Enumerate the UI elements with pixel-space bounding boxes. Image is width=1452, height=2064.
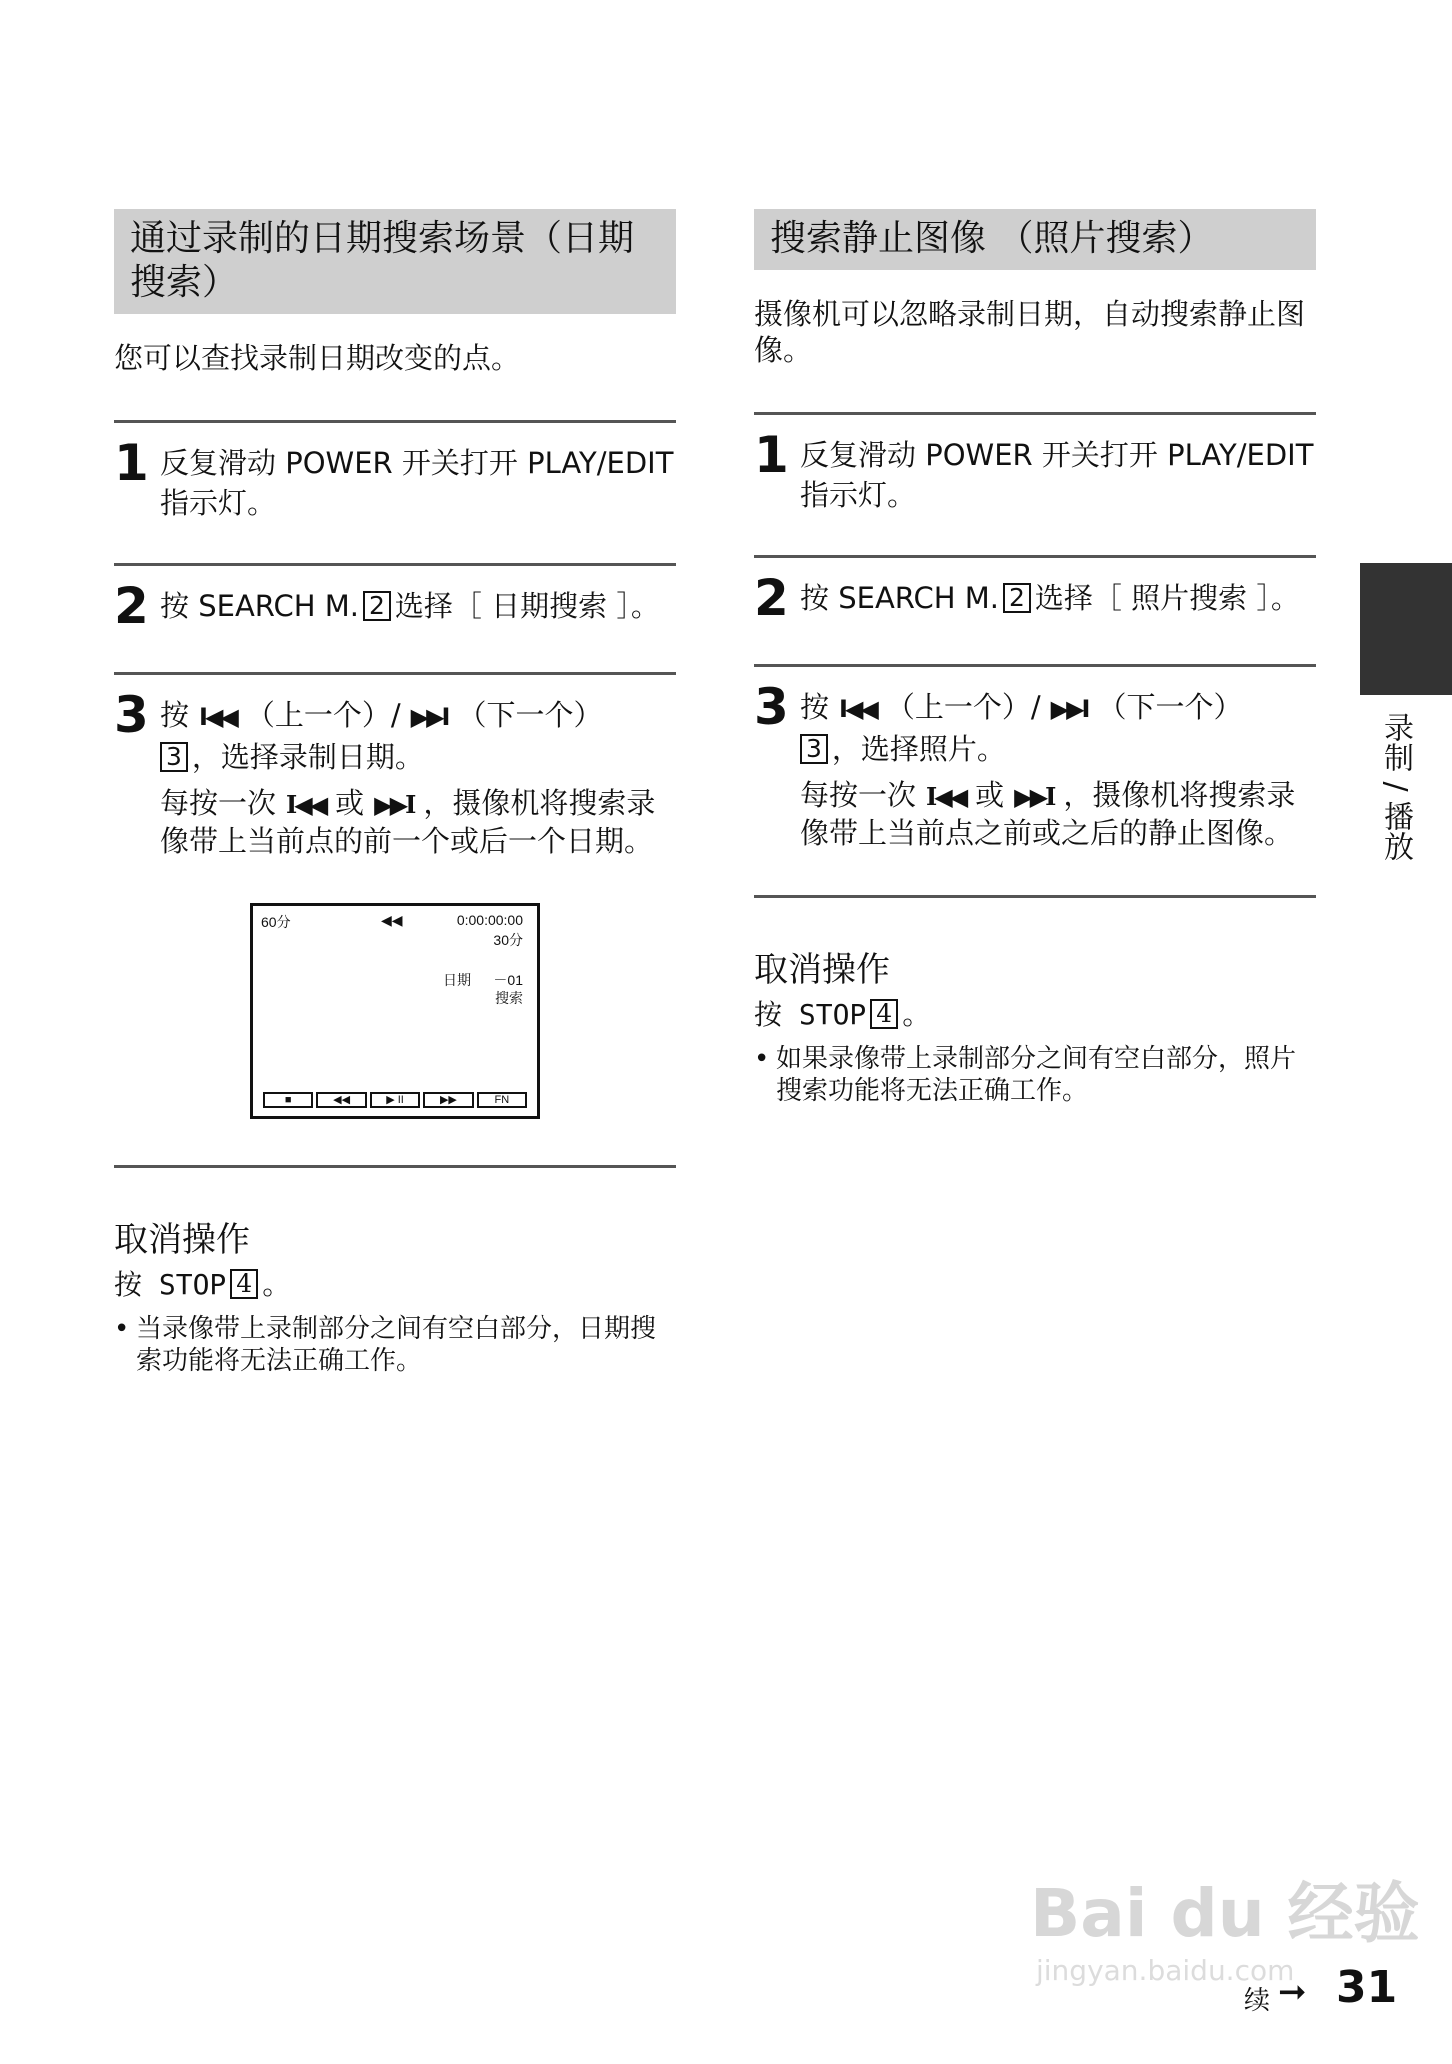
step-2 — [754, 569, 1316, 627]
step-number: 2 — [114, 577, 149, 635]
date-value: －01 — [493, 972, 523, 988]
divider — [114, 1165, 676, 1168]
divider — [754, 555, 1316, 558]
detail-text: 每按一次 — [160, 786, 277, 820]
note-text: 如果录像带上录制部分之间有空白部分，照片搜索功能将无法正确工作。 — [776, 1044, 1297, 1106]
cancel-text: 按 STOP — [114, 1268, 227, 1301]
detail-text: 每按一次 — [800, 778, 917, 812]
search-label: 搜索 — [495, 990, 523, 1006]
cancel-title: 取消操作 — [114, 1220, 250, 1260]
cancel-instruction — [754, 996, 1316, 1033]
cancel-text: 。 — [262, 1267, 292, 1301]
step-instruction — [160, 580, 676, 626]
step-text: 按 SEARCH M. — [800, 581, 1000, 615]
cancel-text: 。 — [902, 997, 932, 1031]
lcd-screen-illustration — [250, 903, 540, 1119]
watermark-url: jingyan.baidu.com — [1036, 1954, 1295, 1987]
previous-icon: I◀◀ — [199, 703, 236, 731]
bullet-icon: • — [754, 1044, 770, 1074]
step-number: 3 — [114, 686, 149, 744]
fast-forward-button: ▶▶ — [423, 1092, 473, 1108]
cancel-title: 取消操作 — [754, 950, 890, 990]
step-text: （下一个） — [457, 698, 603, 732]
bullet-icon: • — [114, 1314, 130, 1344]
next-icon: ▶▶I — [1050, 695, 1088, 723]
button-ref-box: 3 — [800, 734, 828, 764]
step-number: 1 — [754, 426, 789, 484]
tape-remaining: 30分 — [493, 932, 523, 948]
chapter-tab — [1360, 563, 1452, 695]
cancel-text: 按 STOP — [754, 998, 867, 1031]
step-1 — [114, 434, 676, 523]
step-text: 选择［ 照片搜索 ］。 — [1034, 581, 1300, 615]
previous-icon: I◀◀ — [839, 695, 876, 723]
previous-icon: I◀◀ — [926, 782, 966, 811]
continued-label: 续 — [1244, 1986, 1271, 2016]
step-instruction: 反复滑动 POWER 开关打开 PLAY/EDIT 指示灯。 — [800, 438, 1314, 512]
section-heading: 通过录制的日期搜索场景（日期搜索） — [114, 209, 676, 314]
chapter-label: 录制 / 播放 — [1378, 712, 1413, 862]
timecode: 0:00:00:00 — [456, 912, 523, 928]
stop-button: ■ — [263, 1092, 313, 1108]
note — [754, 1043, 1316, 1107]
step-number: 2 — [754, 569, 789, 627]
detail-text: ，摄像机将搜索录像带上当前点的前一个或后一个日期。 — [160, 786, 656, 858]
step-text: （下一个） — [1097, 690, 1243, 724]
fn-button: FN — [477, 1092, 527, 1108]
rewind-indicator: ◀◀ — [381, 912, 403, 928]
watermark-logo: Bai du 经验 — [1030, 1875, 1420, 1952]
rewind-button: ◀◀ — [316, 1092, 366, 1108]
step-instruction — [160, 689, 676, 777]
detail-text: 或 — [335, 786, 365, 820]
step-2 — [114, 577, 676, 635]
date-label: 日期 — [443, 972, 471, 988]
step-detail — [160, 785, 676, 859]
step-text: ，选择照片。 — [831, 732, 1006, 766]
divider — [754, 895, 1316, 898]
step-3 — [114, 686, 676, 859]
section-date-search — [114, 209, 676, 1377]
step-instruction — [800, 572, 1316, 618]
button-ref-box: 3 — [160, 742, 188, 772]
section-intro: 摄像机可以忽略录制日期，自动搜索静止图像。 — [754, 297, 1306, 367]
detail-text: 或 — [975, 778, 1005, 812]
step-3 — [754, 678, 1316, 851]
section-intro: 您可以查找录制日期改变的点。 — [114, 341, 521, 375]
button-ref-box: 4 — [230, 1269, 258, 1299]
step-text: 按 — [800, 690, 830, 724]
button-ref-box: 2 — [363, 591, 391, 621]
step-detail — [800, 777, 1316, 851]
note — [114, 1313, 676, 1377]
button-ref-box: 2 — [1003, 583, 1031, 613]
step-text: （上一个）/ — [245, 698, 401, 732]
divider — [754, 412, 1316, 415]
next-icon: ▶▶I — [374, 790, 414, 819]
step-text: 选择［ 日期搜索 ］。 — [394, 589, 660, 623]
section-photo-search — [754, 209, 1316, 1107]
battery-indicator: 60分 — [261, 914, 291, 930]
cancel-instruction — [114, 1266, 676, 1303]
step-text: （上一个）/ — [885, 690, 1041, 724]
page-number: 31 — [1336, 1962, 1398, 2013]
divider — [114, 420, 676, 423]
divider — [114, 672, 676, 675]
note-text: 当录像带上录制部分之间有空白部分，日期搜索功能将无法正确工作。 — [136, 1314, 657, 1376]
detail-text: ，摄像机将搜索录像带上当前点之前或之后的静止图像。 — [800, 778, 1296, 850]
section-heading: 搜索静止图像 （照片搜索） — [754, 209, 1316, 270]
step-1 — [754, 426, 1316, 515]
lcd-button-bar — [263, 1092, 527, 1108]
play-pause-button: ▶ II — [370, 1092, 420, 1108]
previous-icon: I◀◀ — [286, 790, 326, 819]
step-number: 3 — [754, 678, 789, 736]
step-text: 按 — [160, 698, 190, 732]
step-number: 1 — [114, 434, 149, 492]
step-text: ，选择录制日期。 — [191, 740, 424, 774]
divider — [114, 563, 676, 566]
button-ref-box: 4 — [870, 999, 898, 1029]
arrow-right-icon: ➞ — [1278, 1972, 1307, 2012]
next-icon: ▶▶I — [410, 703, 448, 731]
next-icon: ▶▶I — [1014, 782, 1054, 811]
step-instruction — [800, 681, 1316, 769]
divider — [754, 664, 1316, 667]
step-text: 按 SEARCH M. — [160, 589, 360, 623]
step-instruction: 反复滑动 POWER 开关打开 PLAY/EDIT 指示灯。 — [160, 446, 674, 520]
